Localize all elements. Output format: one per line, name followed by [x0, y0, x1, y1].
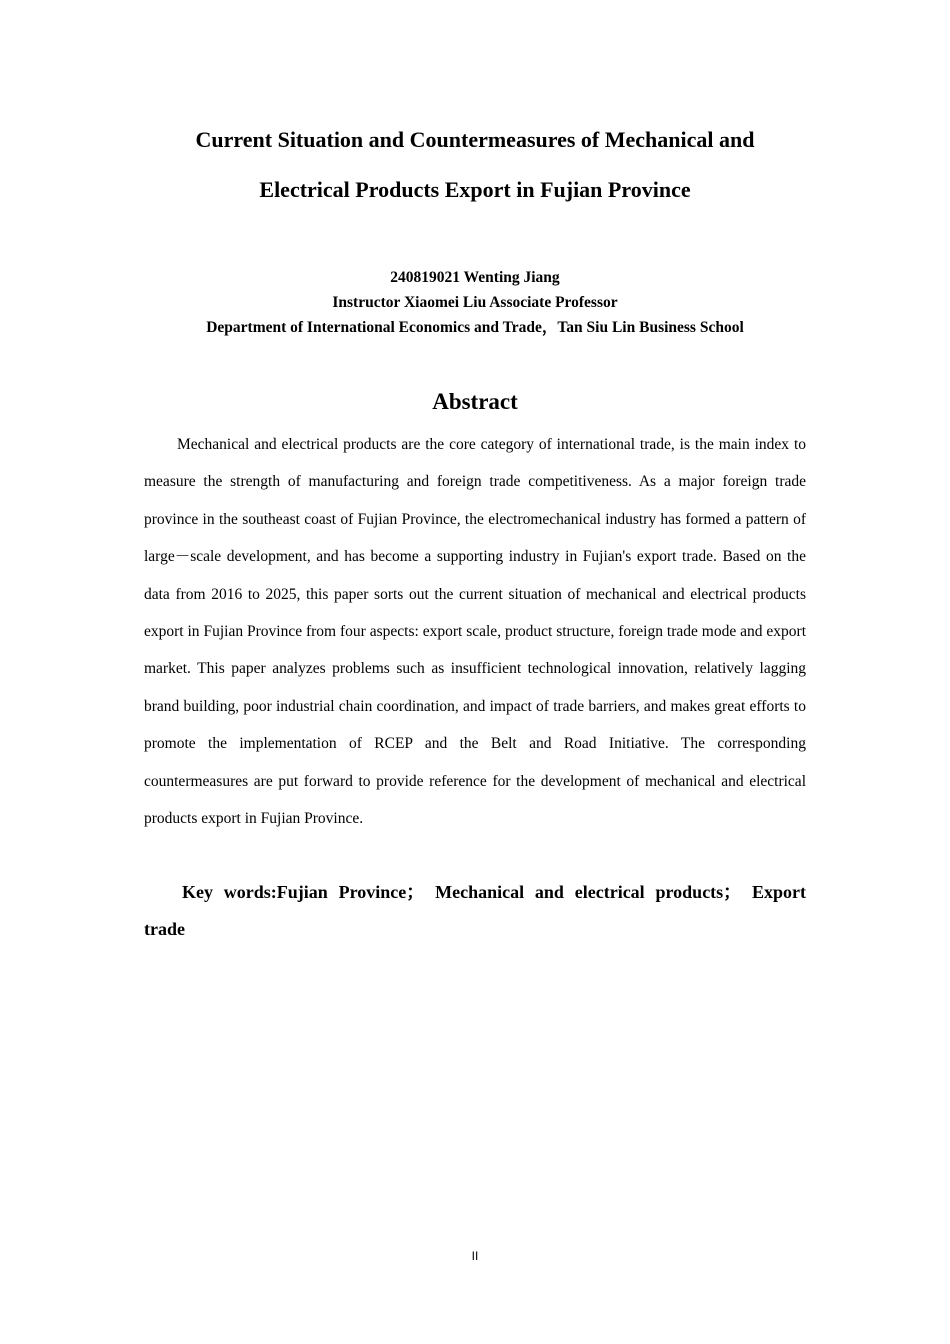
paper-title-line-2: Electrical Products Export in Fujian Province	[259, 177, 691, 202]
abstract-heading: Abstract	[432, 389, 518, 414]
abstract-body: Mechanical and electrical products are the core category of international trade, is the main index to measure the strength of manufacturing and foreign trade competitiveness. As a major foreign trade province in the southeast coast of Fujian Province, the electromechanical industry has formed a pattern of large－scale development, and has become a supporting industry in Fujian's export trade. Based on the data from 2016 to 2025, this paper sorts out the current situation of mechanical and electrical products export in Fujian Province from four aspects: export scale, product structure, foreign trade mode and export market. This paper analyzes problems such as insufficient technological innovation, relatively lagging brand building, poor industrial chain coordination, and impact of trade barriers, and makes great efforts to promote the implementation of RCEP and the Belt and Road Initiative. The corresponding countermeasures are put forward to provide reference for the development of mechanical and electrical products export in Fujian Province.	[144, 436, 806, 828]
author-line: 240819021 Wenting Jiang	[390, 269, 560, 286]
keywords-line: Key words:Fujian Province； Mechanical and electrical products； Export trade	[144, 882, 806, 940]
paper-title-line-1: Current Situation and Countermeasures of Mechanical and	[195, 127, 755, 152]
department-line: Department of International Economics and Trade，Tan Siu Lin Business School	[206, 319, 744, 336]
page-number: II	[471, 1249, 479, 1263]
instructor-line: Instructor Xiaomei Liu Associate Professor	[332, 294, 618, 311]
